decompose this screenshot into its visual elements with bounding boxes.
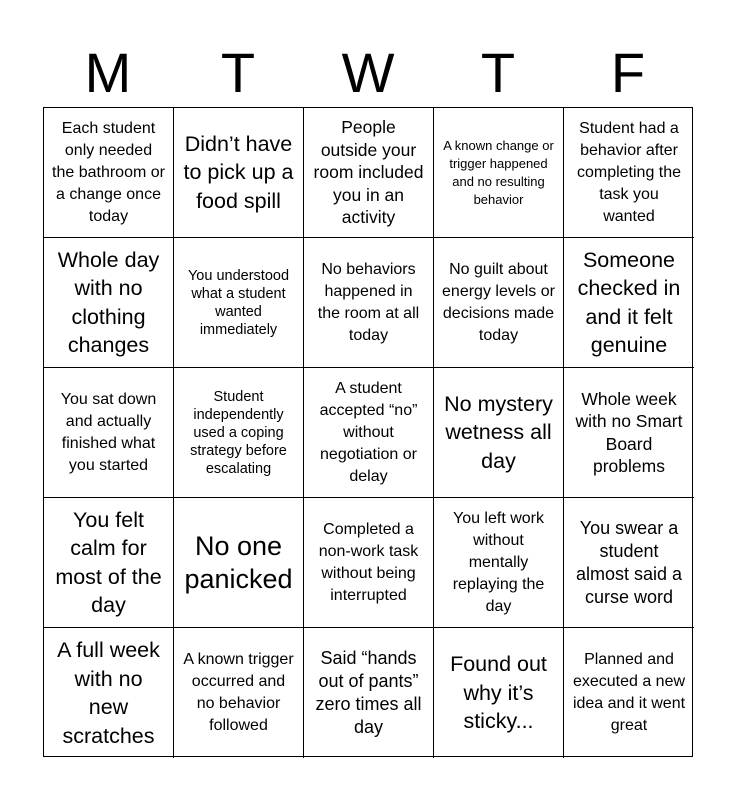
bingo-cell[interactable] [174,368,304,498]
bingo-cell[interactable] [304,628,434,758]
cell-text: Whole week with no Smart Board problems [575,388,683,476]
bingo-cell[interactable] [174,108,304,238]
bingo-cell[interactable] [564,368,694,498]
cell-text: Said “hands out of pants” zero times all day [315,648,422,737]
bingo-cell[interactable] [44,368,174,498]
bingo-cell[interactable] [174,628,304,758]
cell-text: Found out why it’s sticky... [450,652,547,734]
cell-text: You left work without mentally replaying the day [452,509,545,615]
cell-text: Student independently used a coping strategy before escalating [190,388,287,477]
bingo-cell[interactable] [44,108,174,238]
cell-text: No guilt about energy levels or decisions made today [442,260,555,344]
header-letter-w: W [341,41,395,104]
bingo-grid [43,107,693,757]
bingo-cell[interactable] [564,498,694,628]
bingo-cell[interactable] [434,108,564,238]
cell-text: A full week with no new scratches [57,638,160,748]
cell-text: Student had a behavior after completing the task you wanted [576,119,682,225]
header-letter-f: F [610,41,646,104]
bingo-cell[interactable] [434,628,564,758]
bingo-cell[interactable] [434,498,564,628]
header-letter-t: T [220,41,256,104]
header-letter-t: T [480,41,516,104]
cell-text: People outside your room included you in an activity [313,117,424,228]
cell-text: You understood what a student wanted immediately [187,267,290,338]
cell-text: Someone checked in and it felt genuine [577,247,681,357]
cell-text: No one panicked [184,530,293,594]
cell-text: You sat down and actually finished what you started [60,390,157,474]
bingo-cell[interactable] [44,498,174,628]
cell-text: Whole day with no clothing changes [57,247,160,357]
cell-text: Completed a non-work task without being interrupted [318,520,419,604]
bingo-header [43,38,693,108]
bingo-cell[interactable] [44,238,174,368]
bingo-cell[interactable] [304,108,434,238]
bingo-cell[interactable] [564,108,694,238]
cell-text: You swear a student almost said a curse word [575,517,683,607]
cell-text: No mystery wetness all day [444,391,553,473]
cell-text: A known trigger occurred and no behavior followed [183,651,294,734]
cell-text: Planned and executed a new idea and it went great [572,651,686,734]
bingo-cell[interactable] [304,238,434,368]
bingo-cell[interactable] [434,238,564,368]
bingo-cell[interactable] [174,498,304,628]
bingo-cell[interactable] [174,238,304,368]
bingo-cell[interactable] [434,368,564,498]
bingo-cell[interactable] [44,628,174,758]
bingo-cell[interactable] [564,628,694,758]
cell-text: A known change or trigger happened and no resulting behavior [443,137,554,207]
cell-text: Each student only needed the bathroom or a change once today [52,119,165,225]
cell-text: A student accepted “no” without negotiation or delay [319,379,418,485]
bingo-cell[interactable] [564,238,694,368]
cell-text: No behaviors happened in the room at all today [317,260,420,344]
cell-text: Didn’t have to pick up a food spill [183,131,294,213]
cell-text: You felt calm for most of the day [55,507,162,617]
bingo-cell[interactable] [304,368,434,498]
bingo-cell[interactable] [304,498,434,628]
header-letter-m: M [84,41,132,104]
